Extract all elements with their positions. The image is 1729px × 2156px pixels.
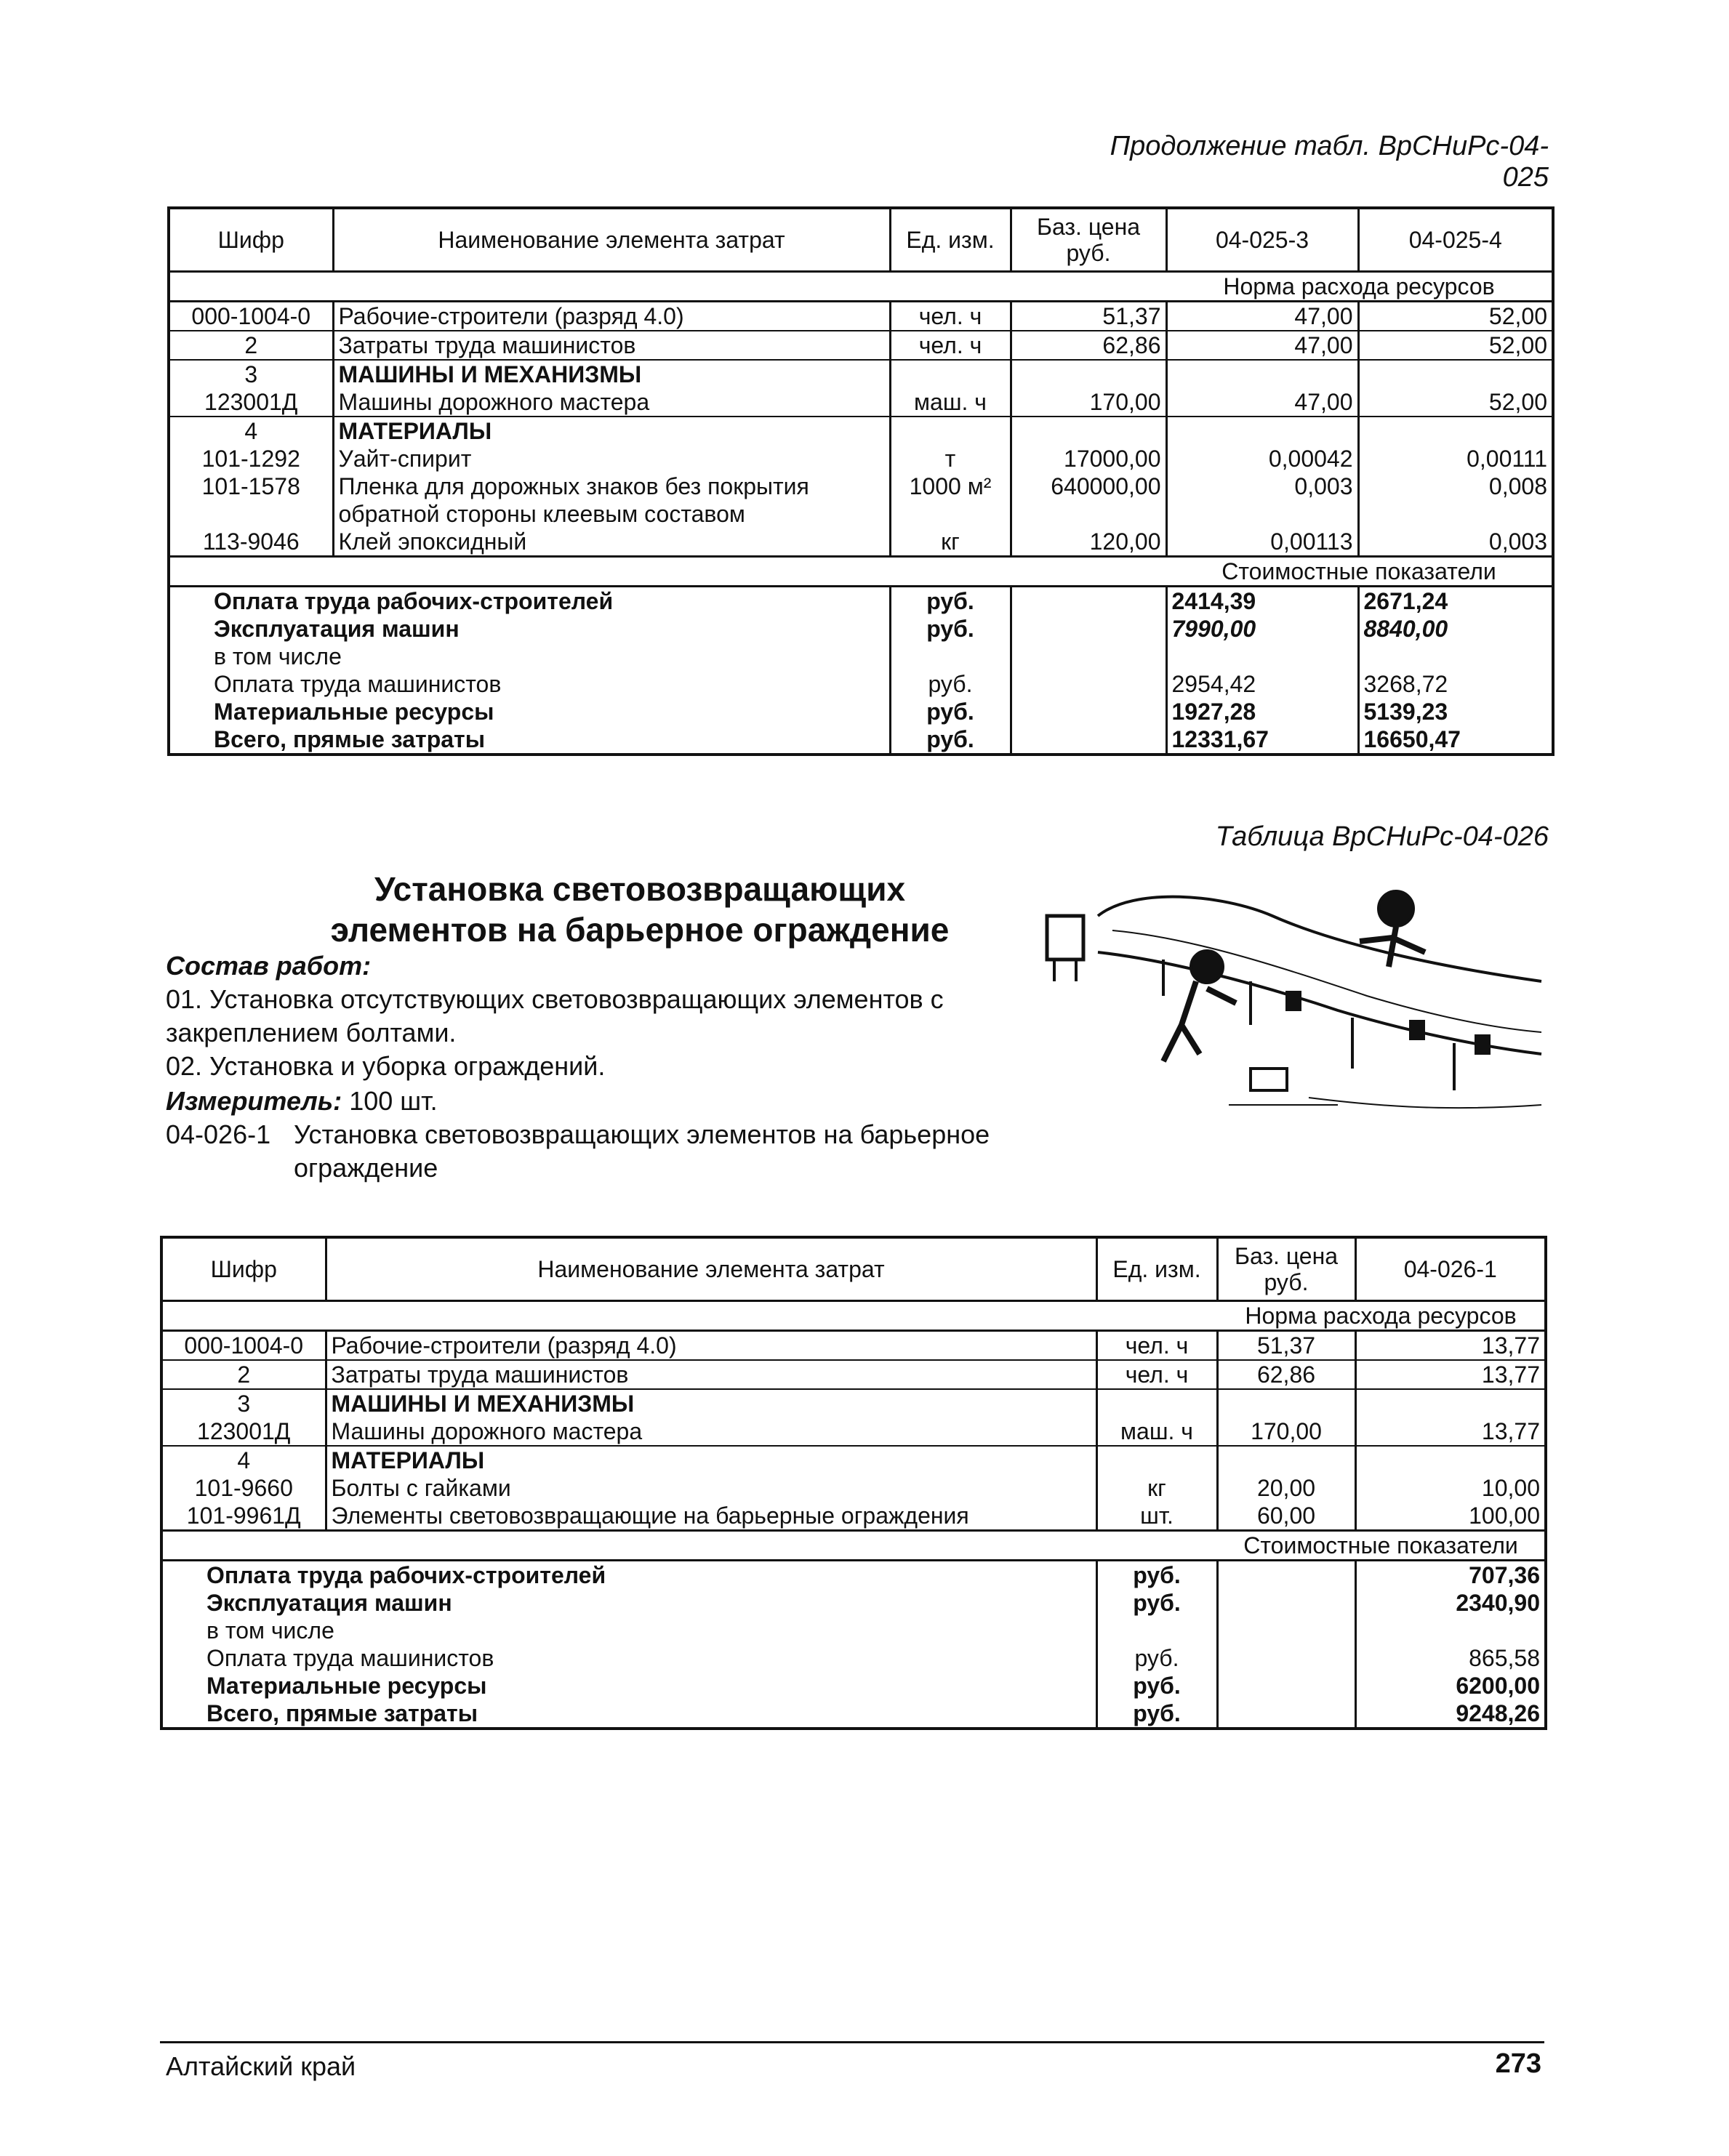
- table-row: 101-9660 Болты с гайками кг 20,00 10,00: [161, 1474, 1546, 1502]
- table-header-row: [169, 208, 1553, 272]
- section-title: Установка световозвращающих элементов на барьерное ограждение: [330, 870, 950, 949]
- table-row: 101-1292 Уайт-спирит т 17000,00 0,00042 0,00111: [169, 445, 1553, 472]
- table-row: 123001Д Машины дорожного мастера маш. ч 170,00 13,77: [161, 1417, 1546, 1446]
- meter-label: Измеритель:: [166, 1086, 342, 1116]
- col-header-price: Баз. цена руб.: [1217, 1237, 1355, 1301]
- table-caption: Таблица ВрСНиРс-04-026: [1215, 821, 1549, 852]
- table-continuation-caption: Продолжение табл. ВрСНиРс-04-025: [1110, 131, 1549, 193]
- work-item-02: 02. Установка и уборка ограждений.: [166, 1051, 606, 1081]
- cost-row: в том числе: [161, 1617, 1546, 1644]
- cost-row: Оплата труда машинистов руб. 865,58: [161, 1644, 1546, 1672]
- col-header-unit: Ед. изм.: [890, 208, 1011, 272]
- workers-guardrail-illustration: [1032, 872, 1556, 1119]
- cost-row: в том числе: [169, 643, 1553, 670]
- table-row: 123001Д Машины дорожного мастера маш. ч 170,00 47,00 52,00: [169, 388, 1553, 417]
- cost-band-label: Стоимостные показатели: [1166, 557, 1553, 587]
- table-row: 000-1004-0 Рабочие-строители (разряд 4.0) чел. ч 51,37 13,77: [161, 1331, 1546, 1361]
- col-header-name: Наименование элемента затрат: [333, 208, 890, 272]
- item-name: Установка световозвращающих элементов на барьерное ограждение: [294, 1119, 990, 1183]
- cost-row: Всего, прямые затраты руб. 12331,67 16650,47: [169, 725, 1553, 755]
- col-header-unit: Ед. изм.: [1096, 1237, 1217, 1301]
- table-row: 2 Затраты труда машинистов чел. ч 62,86 13,77: [161, 1360, 1546, 1389]
- table-row: 000-1004-0 Рабочие-строители (разряд 4.0) чел. ч 51,37 47,00 52,00: [169, 302, 1553, 331]
- item-code: 04-026-1: [166, 1119, 271, 1149]
- work-item-01: 01. Установка отсутствующих световозвращающих элементов с закреплением болтами.: [166, 984, 944, 1047]
- table-row: 3 МАШИНЫ И МЕХАНИЗМЫ: [169, 360, 1553, 388]
- cost-row: Эксплуатация машин руб. 2340,90: [161, 1589, 1546, 1617]
- cost-row: Оплата труда рабочих-строителей руб. 2414,39 2671,24: [169, 587, 1553, 616]
- table-row: 2 Затраты труда машинистов чел. ч 62,86 47,00 52,00: [169, 331, 1553, 360]
- cost-row: Материальные ресурсы руб. 6200,00: [161, 1672, 1546, 1700]
- cost-row: Всего, прямые затраты руб. 9248,26: [161, 1700, 1546, 1729]
- cost-row: Оплата труда рабочих-строителей руб. 707,36: [161, 1561, 1546, 1590]
- col-header-04-026-1: 04-026-1: [1355, 1237, 1546, 1301]
- norm-band-label: Норма расхода ресурсов: [1217, 1301, 1546, 1331]
- cost-band-label: Стоимостные показатели: [1217, 1531, 1546, 1561]
- work-composition-label: Состав работ:: [166, 951, 372, 981]
- table-row: 101-9961Д Элементы световозвращающие на барьерные ограждения шт. 60,00 100,00: [161, 1502, 1546, 1531]
- col-header-name: Наименование элемента затрат: [326, 1237, 1096, 1301]
- footer-region: Алтайский край: [166, 2051, 356, 2081]
- meter-value: 100 шт.: [349, 1086, 438, 1116]
- table-row: 4 МАТЕРИАЛЫ: [161, 1446, 1546, 1474]
- col-header-code: Шифр: [169, 208, 333, 272]
- table-row: 3 МАШИНЫ И МЕХАНИЗМЫ: [161, 1389, 1546, 1417]
- resource-table-04-025: [167, 206, 1555, 756]
- page-number: 273: [1495, 2048, 1541, 2079]
- table-row: 113-9046 Клей эпоксидный кг 120,00 0,00113 0,003: [169, 528, 1553, 557]
- col-header-price: Баз. цена руб.: [1011, 208, 1166, 272]
- cost-row: Эксплуатация машин руб. 7990,00 8840,00: [169, 615, 1553, 643]
- footer-rule: [160, 2041, 1544, 2043]
- col-header-04-025-4: 04-025-4: [1358, 208, 1553, 272]
- table-row: 4 МАТЕРИАЛЫ: [169, 417, 1553, 445]
- table-row: 101-1578 Пленка для дорожных знаков без покрытия обратной стороны клеевым составом 1000 м² 640000,00 0,003 0,008: [169, 472, 1553, 528]
- col-header-code: Шифр: [161, 1237, 326, 1301]
- resource-table-04-026: [160, 1236, 1547, 1730]
- meter-line: [166, 1085, 438, 1118]
- norm-band-label: Норма расхода ресурсов: [1166, 272, 1553, 302]
- table-header-row: [161, 1237, 1546, 1301]
- cost-row: Материальные ресурсы руб. 1927,28 5139,23: [169, 698, 1553, 725]
- col-header-04-025-3: 04-025-3: [1166, 208, 1358, 272]
- cost-row: Оплата труда машинистов руб. 2954,42 3268,72: [169, 670, 1553, 698]
